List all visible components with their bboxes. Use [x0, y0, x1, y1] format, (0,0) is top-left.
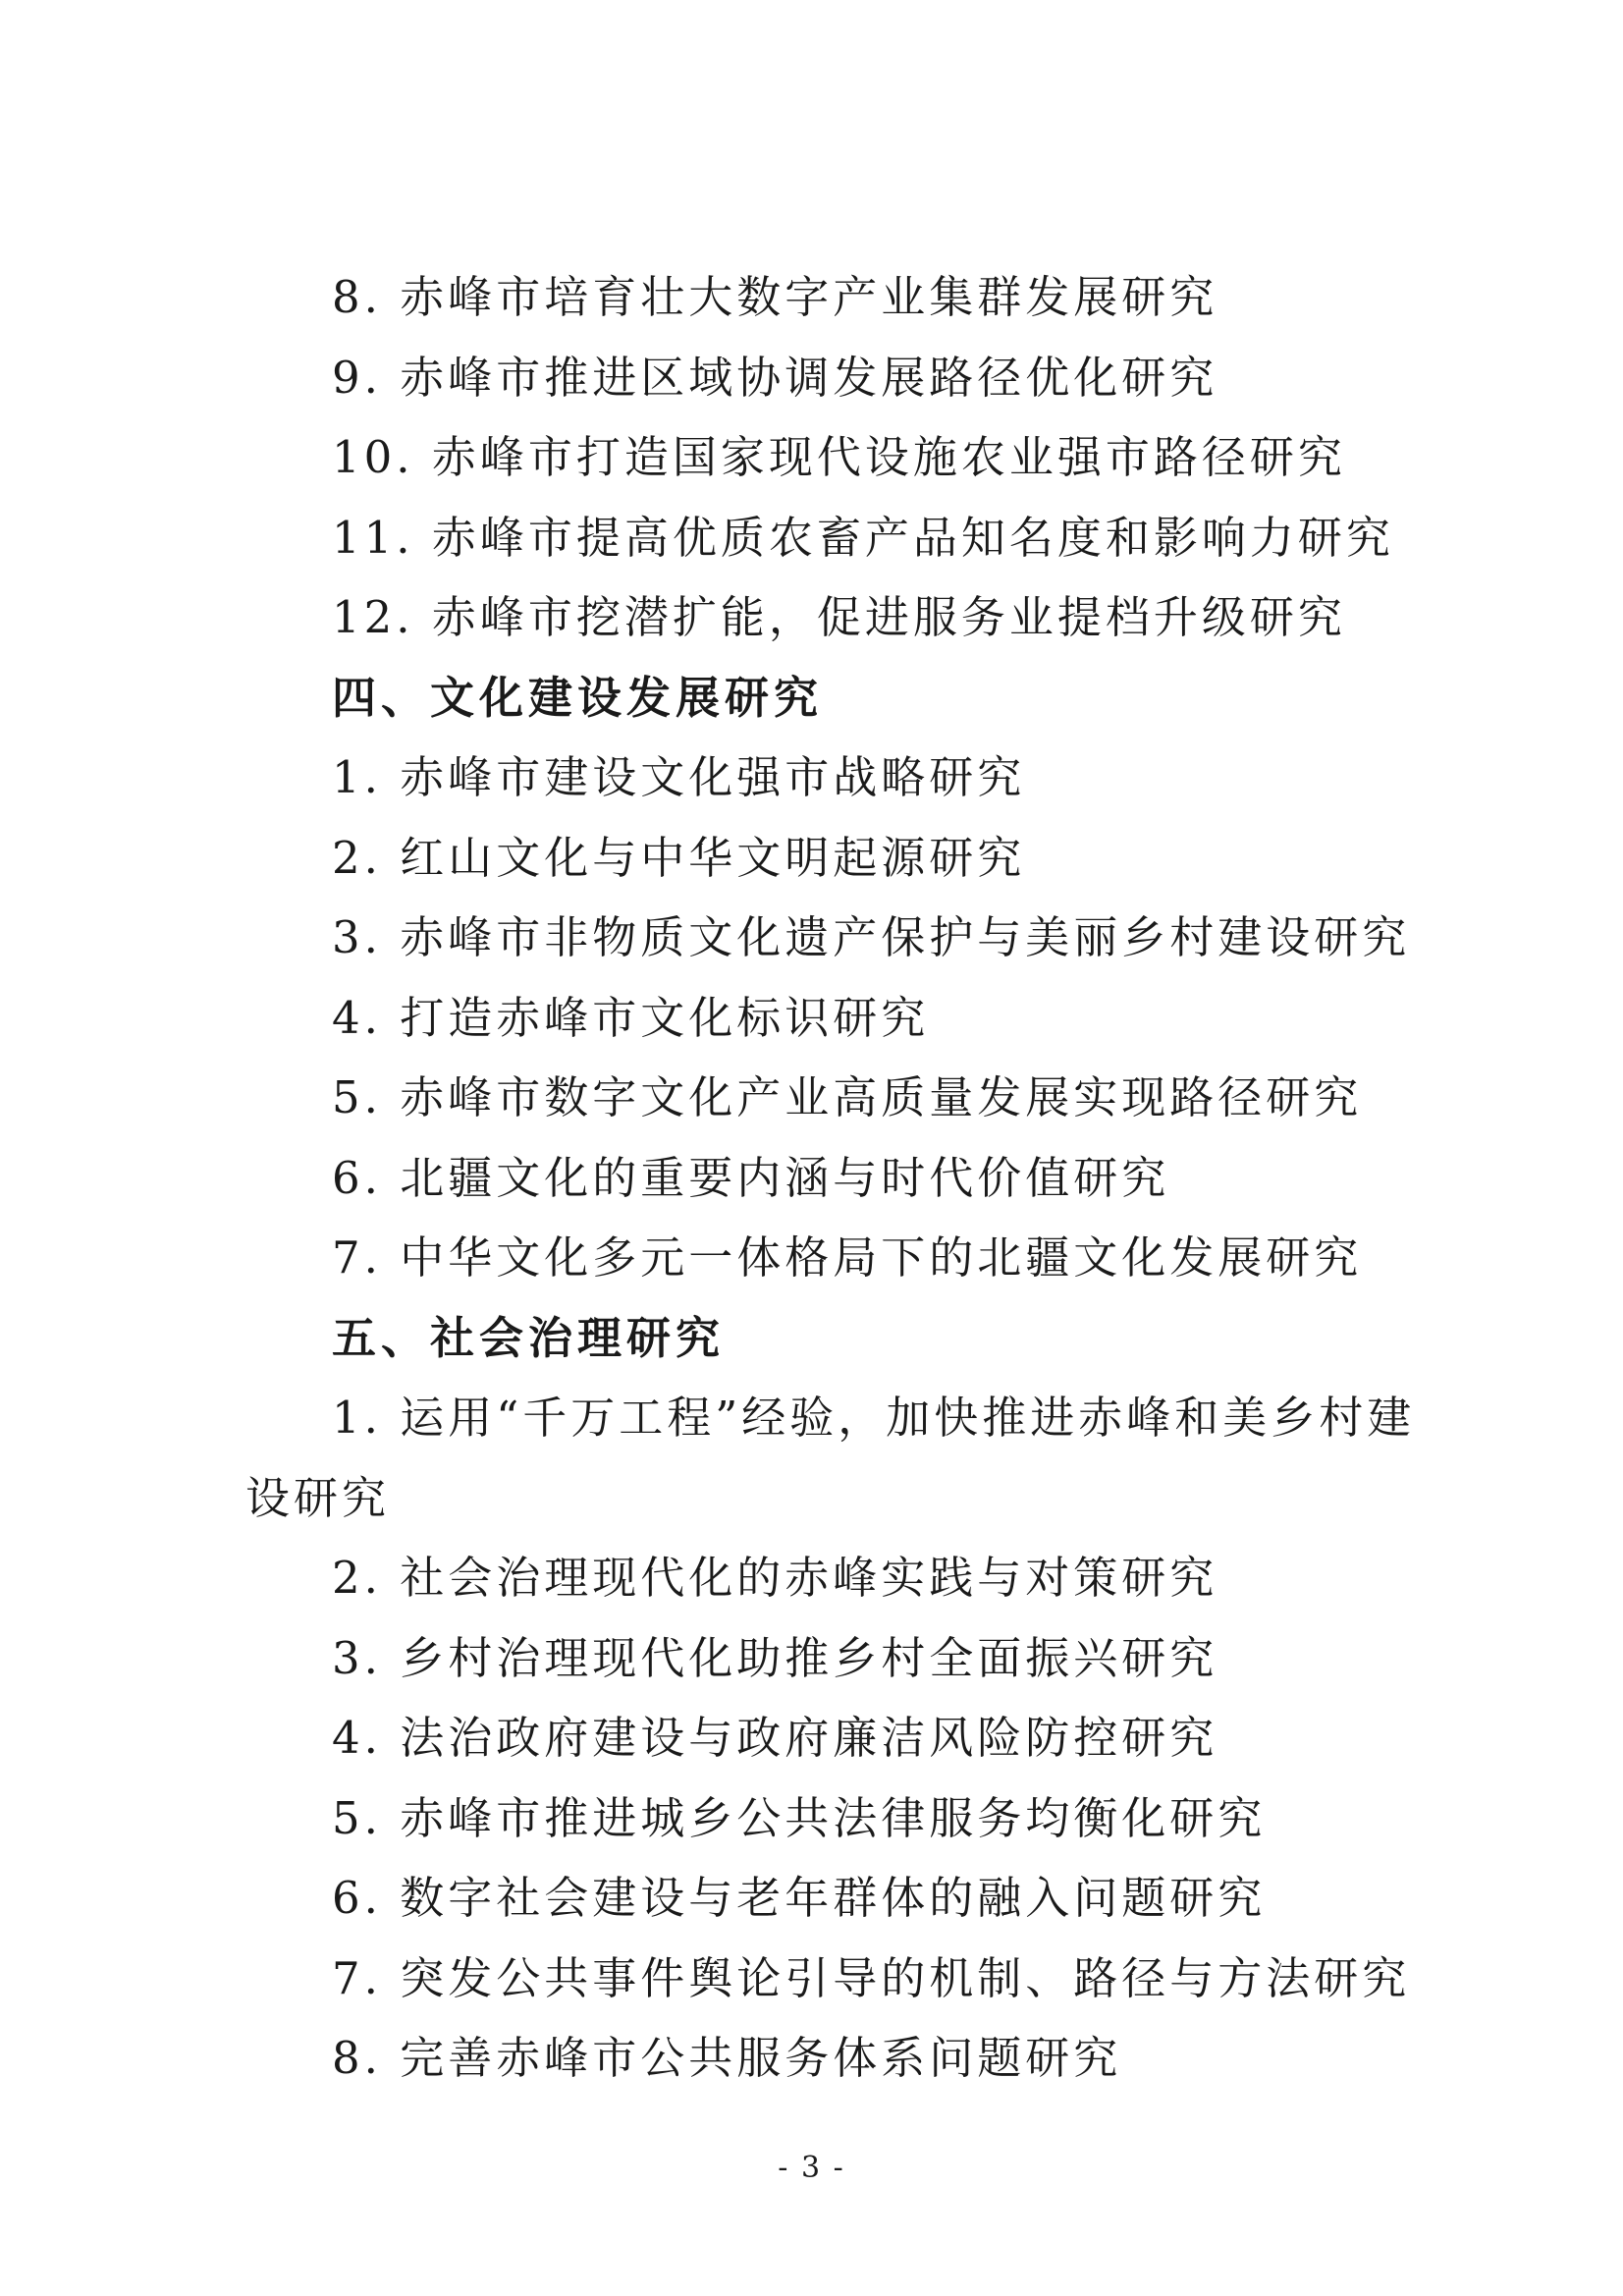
list-item: 11. 赤峰市提高优质农畜产品知名度和影响力研究	[332, 511, 1394, 564]
list-item: 7. 中华文化多元一体格局下的北疆文化发展研究	[332, 1231, 1363, 1284]
list-item: 6. 数字社会建设与老年群体的融入问题研究	[332, 1872, 1267, 1924]
document-body	[245, 257, 1416, 2099]
list-item: 2. 社会治理现代化的赤峰实践与对策研究	[332, 1552, 1218, 1604]
list-item: 6. 北疆文化的重要内涵与时代价值研究	[332, 1151, 1170, 1204]
list-item: 3. 赤峰市非物质文化遗产保护与美丽乡村建设研究	[332, 911, 1411, 963]
list-item: 7. 突发公共事件舆论引导的机制、路径与方法研究	[332, 1951, 1411, 2004]
list-item: 1. 赤峰市建设文化强市战略研究	[332, 751, 1026, 803]
list-item: 3. 乡村治理现代化助推乡村全面振兴研究	[332, 1631, 1218, 1684]
list-item: 5. 赤峰市推进城乡公共法律服务均衡化研究	[332, 1791, 1267, 1844]
list-item: 12. 赤峰市挖潜扩能，促进服务业提档升级研究	[332, 591, 1346, 643]
section-heading-culture: 四、文化建设发展研究	[332, 671, 824, 724]
list-item: 8. 完善赤峰市公共服务体系问题研究	[332, 2032, 1122, 2084]
list-item: 9. 赤峰市推进区域协调发展路径优化研究	[332, 351, 1218, 404]
list-item-wrapped-first: 1. 运用“千万工程”经验，加快推进赤峰和美乡村建	[332, 1392, 1416, 1444]
list-item: 2. 红山文化与中华文明起源研究	[332, 831, 1026, 884]
section-heading-governance: 五、社会治理研究	[332, 1311, 726, 1364]
page-number: - 3 -	[778, 2151, 845, 2185]
list-item: 8. 赤峰市培育壮大数字产业集群发展研究	[332, 271, 1218, 323]
list-item: 10. 赤峰市打造国家现代设施农业强市路径研究	[332, 431, 1346, 483]
list-item-wrapped-continuation: 设研究	[245, 1471, 391, 1524]
list-item: 4. 法治政府建设与政府廉洁风险防控研究	[332, 1712, 1218, 1764]
list-item: 5. 赤峰市数字文化产业高质量发展实现路径研究	[332, 1071, 1363, 1123]
list-item: 4. 打造赤峰市文化标识研究	[332, 991, 930, 1044]
